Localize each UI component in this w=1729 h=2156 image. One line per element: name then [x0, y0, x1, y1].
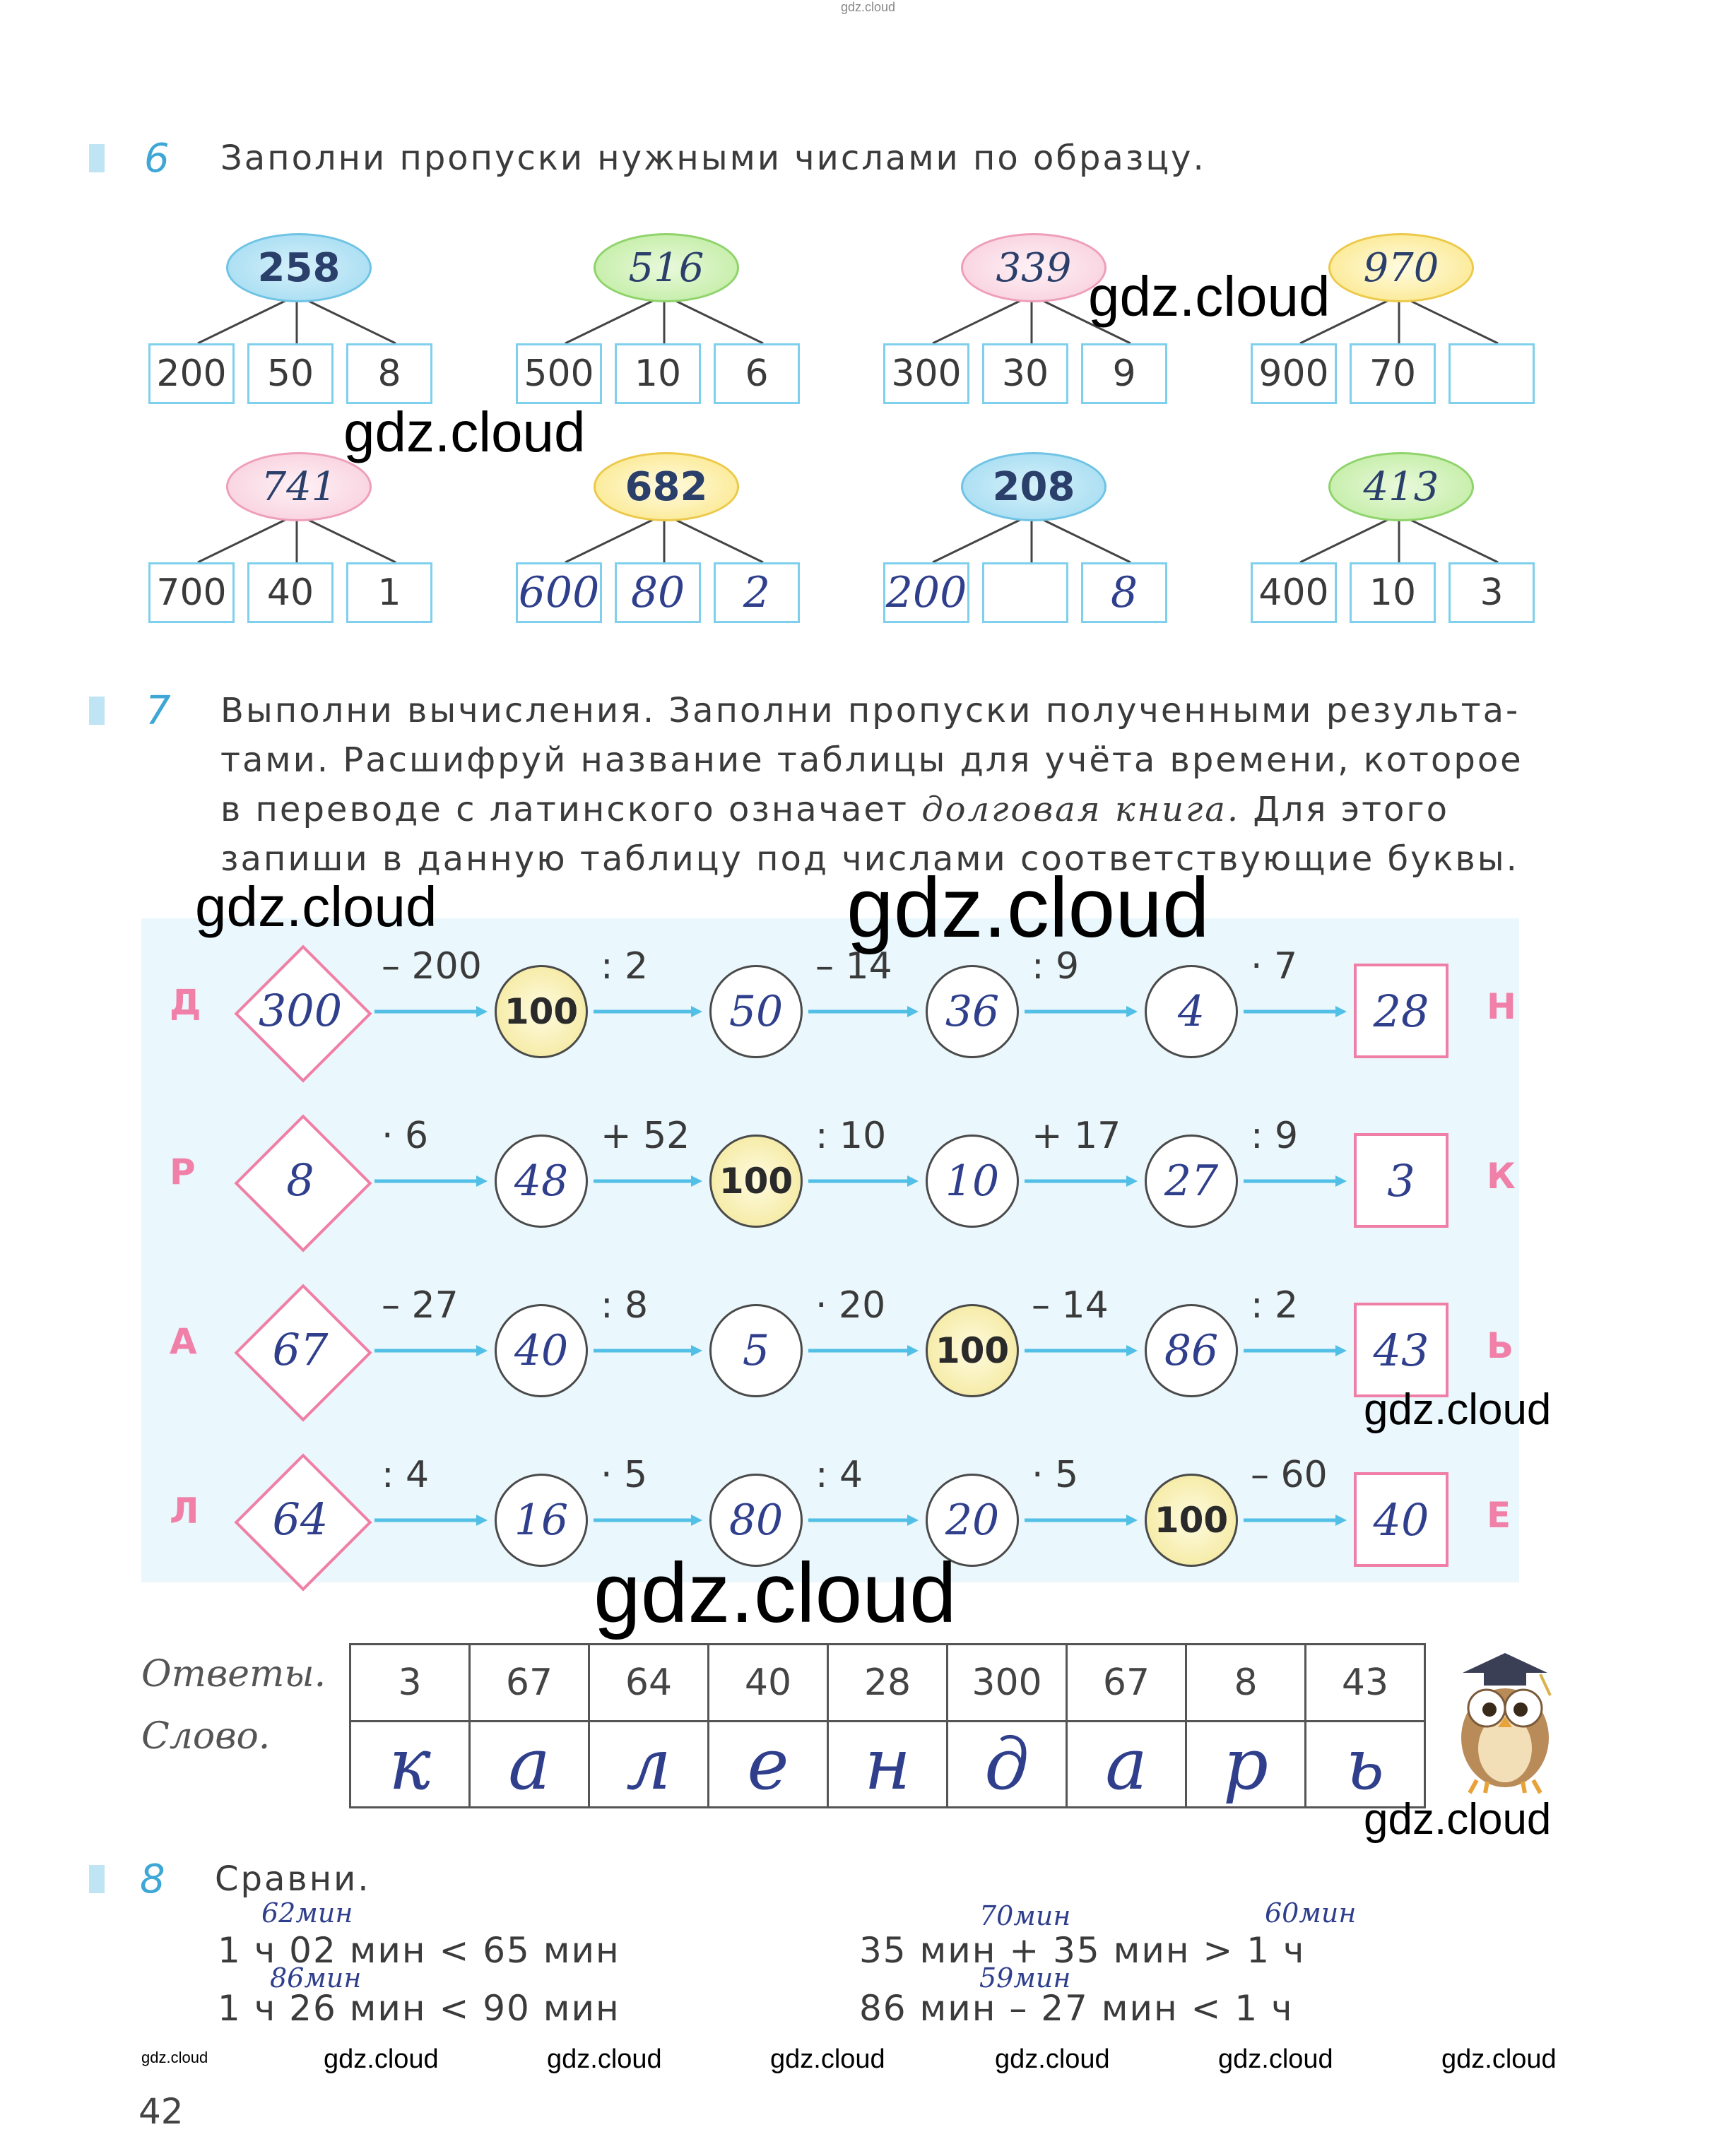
tree-part-box: 10 [1350, 562, 1436, 623]
chain-circle: 5 [709, 1304, 803, 1397]
watermark: gdz.cloud [1364, 1385, 1552, 1434]
chain-circle: 80 [709, 1474, 803, 1567]
watermark: gdz.cloud [770, 2044, 885, 2074]
watermark: gdz.cloud [995, 2044, 1110, 2074]
tree-part-box: 200 [883, 562, 969, 623]
answer-letter: е [709, 1722, 828, 1808]
task-marker [89, 1865, 105, 1893]
chain-letter-right: Е [1487, 1495, 1511, 1536]
tree-part-box: 9 [1081, 343, 1167, 404]
answer-letter: а [1067, 1722, 1186, 1808]
answer-letter: л [589, 1722, 709, 1808]
owl-illustration [1434, 1632, 1576, 1794]
answer-letter: а [470, 1722, 589, 1808]
chain-arrow [808, 1513, 919, 1527]
watermark: gdz.cloud [195, 875, 437, 938]
chain-operation: : 2 [1251, 1284, 1299, 1327]
task8-number: 8 [140, 1856, 165, 1902]
task8-note: 62мин [261, 1897, 353, 1929]
chain-arrow [808, 1005, 919, 1019]
tree-top-number: 682 [594, 452, 739, 521]
task7-line-4: запиши в данную таблицу под числами соответствующие буквы. [220, 839, 1519, 879]
tree-part-box: 300 [883, 343, 969, 404]
chain-letter-left: Д [170, 982, 201, 1023]
task8-note: 70мин [979, 1900, 1071, 1931]
end-square: 28 [1354, 964, 1448, 1058]
tree-part-box [982, 562, 1068, 623]
chain-arrow [374, 1174, 488, 1188]
chain-circle: 50 [709, 965, 803, 1058]
task8-note: 59мин [979, 1962, 1071, 1994]
chain-arrow [808, 1344, 919, 1358]
watermark-top: gdz.cloud [841, 0, 896, 14]
start-number: 67 [272, 1323, 329, 1375]
tree-part-box: 50 [247, 343, 334, 404]
task6-number: 6 [144, 136, 170, 182]
watermark: gdz.cloud [846, 860, 1210, 955]
chain-operation: – 14 [1032, 1284, 1109, 1327]
tree-part-box: 3 [1448, 562, 1535, 623]
start-number: 300 [258, 984, 343, 1036]
chain-arrow [1244, 1344, 1347, 1358]
chain-operation: · 5 [601, 1454, 648, 1496]
answer-number: 8 [1186, 1645, 1306, 1722]
tree-top-number: 339 [961, 233, 1107, 302]
chain-letter-left: Р [170, 1151, 196, 1192]
task6-text: Заполни пропуски нужными числами по образцу. [220, 138, 1206, 178]
tree-part-box: 6 [714, 343, 800, 404]
chain-letter-right: Ь [1487, 1325, 1514, 1366]
chain-operation: – 27 [382, 1284, 459, 1327]
chain-operation: : 2 [601, 945, 649, 988]
tree-part-box: 30 [982, 343, 1068, 404]
task8-compare-2: 1 ч 26 мин < 90 мин [218, 1988, 620, 2029]
tree-part-box: 40 [247, 562, 334, 623]
tree-top-number: 516 [594, 233, 739, 302]
task8-compare-4: 86 мин – 27 мин < 1 ч [859, 1988, 1294, 2029]
answer-number: 28 [828, 1645, 948, 1722]
watermark: gdz.cloud [1364, 1795, 1552, 1844]
chain-arrow [1244, 1174, 1347, 1188]
start-number: 64 [272, 1493, 329, 1545]
task7-number: 7 [146, 688, 171, 734]
watermark: gdz.cloud [1218, 2044, 1333, 2074]
chain-operation: + 17 [1032, 1115, 1121, 1157]
chain-operation: · 20 [815, 1284, 886, 1327]
answer-letter: р [1186, 1722, 1306, 1808]
chain-circle: 48 [495, 1135, 588, 1228]
chain-operation: · 5 [1032, 1454, 1079, 1496]
chain-arrow [594, 1174, 702, 1188]
chain-operation: + 52 [601, 1115, 690, 1157]
chain-circle: 16 [495, 1474, 588, 1567]
tree-part-box: 8 [346, 343, 432, 404]
chain-operation: – 200 [382, 945, 482, 988]
chain-operation: – 14 [815, 945, 892, 988]
chain-arrow [374, 1005, 488, 1019]
chain-circle: 86 [1145, 1304, 1238, 1397]
answer-number: 300 [948, 1645, 1067, 1722]
chain-letter-left: А [170, 1321, 197, 1362]
word-label: Слово. [141, 1715, 271, 1758]
answer-number: 64 [589, 1645, 709, 1722]
tree-top-number: 741 [226, 452, 372, 521]
chain-circle: 100 [495, 965, 588, 1058]
chain-arrow [1244, 1513, 1347, 1527]
end-square: 43 [1354, 1303, 1448, 1397]
task8-title: Сравни. [215, 1859, 371, 1899]
watermark: gdz.cloud [547, 2044, 662, 2074]
chain-operation: · 6 [382, 1115, 429, 1157]
chain-operation: : 9 [1251, 1115, 1299, 1157]
tree-top-number: 413 [1328, 452, 1474, 521]
chain-arrow [1025, 1344, 1138, 1358]
chain-arrow [374, 1513, 488, 1527]
watermark: gdz.cloud [343, 401, 586, 463]
answer-number: 43 [1306, 1645, 1425, 1722]
task7-italic-phrase: долговая книга. [921, 790, 1241, 829]
watermark: gdz.cloud [1441, 2044, 1557, 2074]
tree-part-box: 1 [346, 562, 432, 623]
tree-part-box: 500 [516, 343, 602, 404]
chain-arrow [374, 1344, 488, 1358]
task7-line-2: тами. Расшифруй название таблицы для учёта времени, которое [220, 740, 1523, 780]
chain-operation: : 8 [601, 1284, 649, 1327]
chain-letter-right: Н [1487, 986, 1516, 1027]
chain-operation: : 10 [815, 1115, 887, 1157]
answer-letter: ь [1306, 1722, 1425, 1808]
tree-part-box: 2 [714, 562, 800, 623]
answers-table [349, 1643, 1426, 1808]
chain-circle: 27 [1145, 1135, 1238, 1228]
tree-part-box: 600 [516, 562, 602, 623]
answer-number: 67 [1067, 1645, 1186, 1722]
chain-circle: 100 [709, 1135, 803, 1228]
tree-part-box: 700 [148, 562, 235, 623]
chain-arrow [594, 1513, 702, 1527]
answer-letter: н [828, 1722, 948, 1808]
watermark: gdz.cloud [324, 2044, 439, 2074]
task8-compare-3: 35 мин + 35 мин > 1 ч [859, 1930, 1306, 1971]
tree-part-box: 900 [1251, 343, 1337, 404]
task-marker [89, 697, 105, 725]
tree-top-number: 258 [226, 233, 372, 302]
answers-label: Ответы. [141, 1653, 326, 1695]
chain-circle: 10 [926, 1135, 1019, 1228]
chain-arrow [594, 1344, 702, 1358]
chain-operation: – 60 [1251, 1454, 1328, 1496]
chain-arrow [1025, 1513, 1138, 1527]
chain-arrow [1025, 1174, 1138, 1188]
tree-part-box: 80 [615, 562, 701, 623]
answer-number: 3 [350, 1645, 470, 1722]
answer-letter: к [350, 1722, 470, 1808]
tree-part-box: 200 [148, 343, 235, 404]
watermark: gdz.cloud [1088, 265, 1330, 328]
task-marker [89, 144, 105, 172]
tree-top-number: 970 [1328, 233, 1474, 302]
chain-arrow [594, 1005, 702, 1019]
watermark: gdz.cloud [141, 2049, 208, 2066]
page-number: 42 [138, 2091, 184, 2132]
chain-circle: 40 [495, 1304, 588, 1397]
chain-circle: 100 [1145, 1474, 1238, 1567]
chain-operation: : 9 [1032, 945, 1080, 988]
task8-note: 86мин [270, 1962, 362, 1994]
chain-arrow [808, 1174, 919, 1188]
tree-part-box: 70 [1350, 343, 1436, 404]
task7-line-1: Выполни вычисления. Заполни пропуски полученными результа- [220, 691, 1521, 730]
chain-operation: : 4 [382, 1454, 430, 1496]
task7-line-3-end: Для этого [1253, 790, 1449, 829]
end-square: 40 [1354, 1472, 1448, 1567]
task8-note: 60мин [1265, 1897, 1357, 1929]
answer-letter: д [948, 1722, 1067, 1808]
task7-line-3 [220, 790, 1449, 829]
chain-circle: 100 [926, 1304, 1019, 1397]
task8-compare-1: 1 ч 02 мин < 65 мин [218, 1930, 620, 1971]
chain-letter-right: К [1487, 1156, 1516, 1197]
chain-letter-left: Л [170, 1491, 199, 1532]
tree-part-box: 8 [1081, 562, 1167, 623]
chain-operation: · 7 [1251, 945, 1298, 988]
answer-number: 67 [470, 1645, 589, 1722]
tree-part-box: 10 [615, 343, 701, 404]
chain-operation: : 4 [815, 1454, 863, 1496]
watermark: gdz.cloud [594, 1546, 957, 1640]
answer-number: 40 [709, 1645, 828, 1722]
chain-arrow [1025, 1005, 1138, 1019]
tree-part-box: 400 [1251, 562, 1337, 623]
end-square: 3 [1354, 1133, 1448, 1228]
chain-circle: 36 [926, 965, 1019, 1058]
start-number: 8 [286, 1154, 314, 1206]
chain-circle: 4 [1145, 965, 1238, 1058]
tree-top-number: 208 [961, 452, 1107, 521]
chain-circle: 20 [926, 1474, 1019, 1567]
task7-line-3-start: в переводе с латинского означает [220, 790, 909, 829]
chain-arrow [1244, 1005, 1347, 1019]
tree-part-box [1448, 343, 1535, 404]
